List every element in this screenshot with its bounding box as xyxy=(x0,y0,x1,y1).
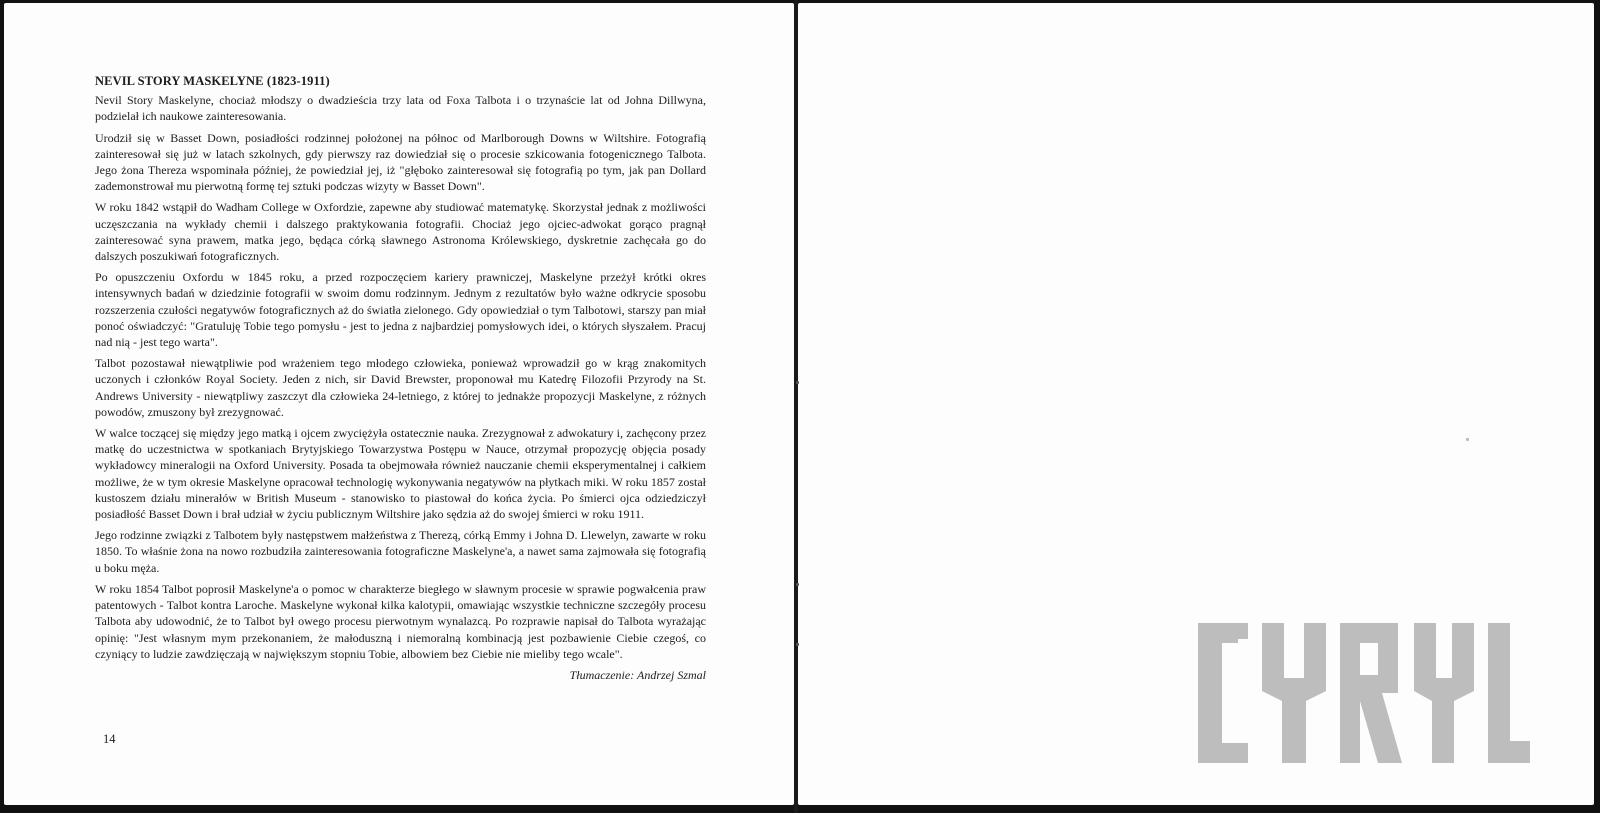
right-page xyxy=(798,3,1594,805)
left-page xyxy=(4,3,794,805)
paragraph: Nevil Story Maskelyne, chociaż młodszy o dwadzieścia trzy lata od Foxa Talbota i o trzynaście lat od Johna Dillwyna, podzielał ich naukowe zainteresowania. xyxy=(95,93,706,124)
translator-credit: Tłumaczenie: Andrzej Szmal xyxy=(569,667,706,682)
paragraph: Jego rodzinne związki z Talbotem były następstwem małżeństwa z Therezą, córką Emmy i Johna D. Llewelyn, zawarte w roku 1850. To właśnie żona na nowo rozbudziła zainteresowania fotograficzne Maskelyne'a, a nawet sama zajmowała się fotografią u boku męża. xyxy=(95,528,706,575)
paragraph: W roku 1854 Talbot poprosił Maskelyne'a o pomoc w charakterze biegłego w sławnym procesie w sprawie pogwałcenia praw patentowych - Talbot kontra Laroche. Maskelyne wykonał kilka kalotypii, omawiając wszystkie techniczne szczegóły procesu Talbota aby udowodnić, że to Talbot był owego procesu pierwotnym wynalazcą. Po rozprawie napisał do Talbota wyrażając opinię: "Jest własnym mym przekonaniem, że małoduszną i niemoralną kombinacją jest pozbawienie Ciebie czegoś, co czyniący to ludzie zawdzięczają w największym stopniu Tobie, albowiem bez Ciebie nie mieliby tego wcale". xyxy=(95,581,706,661)
page-number: 14 xyxy=(103,732,116,746)
paragraph: Talbot pozostawał niewątpliwie pod wrażeniem tego młodego człowieka, ponieważ wprowadził go w krąg znakomitych uczonych i członków Royal Society. Jeden z nich, sir David Brewster, proponował mu Katedrę Filozofii Przyrody na St. Andrews University - niewątpliwy zaszczyt dla człowieka 24-letniego, z której to jednakże propozycji Maskelyne, z różnych powodów, zmuszony był zrezygnować. xyxy=(95,356,706,419)
binding-mark xyxy=(796,643,799,646)
paragraph: Urodził się w Basset Down, posiadłości rodzinnej położonej na północ od Marlborough Downs w Wiltshire. Fotografią zainteresował się już w latach szkolnych, gdy pierwszy raz dowiedział się o procesie szkicowania fotogenicznego Talbota. Jego żona Thereza wspominała później, że powiedział jej, iż "głęboko zainteresował się fotografią po tym, jak pan Dollard zademonstrował mu pierwotną formę tej sztuki podczas wizyty w Basset Down". xyxy=(95,130,706,194)
paragraph: W roku 1842 wstąpił do Wadham College w Oxfordzie, zapewne aby studiować matematykę. Skorzystał jednak z możliwości uczęszczania na wykłady chemii i dalszego praktykowania fotografii. Chociaż jego ojciec-adwokat gorąco pragnął zainteresować syna prawem, matka jego, będąca córką sławnego Astronoma Królewskiego, dyskretnie zachęcała go do dalszych poszukiwań fotograficznych. xyxy=(95,200,706,264)
binding-mark xyxy=(796,381,799,384)
article-heading: NEVIL STORY MASKELYNE (1823-1911) xyxy=(95,74,330,88)
binding-mark xyxy=(796,583,799,586)
cyryl-logo xyxy=(1198,623,1538,778)
paragraph: Po opuszczeniu Oxfordu w 1845 roku, a przed rozpoczęciem kariery prawniczej, Maskelyne przeżył krótki okres intensywnych badań w dziedzinie fotografii w swoim domu rodzinnym. Jednym z rezultatów było ważne odkrycie sposobu rozszerzenia czułości negatywów fotograficznych aż do światła zielonego. Gdy opowiedział o tym Talbotowi, starszy pan miał ponoć oświadczyć: "Gratuluję Tobie tego pomysłu - jest to jedna z najbardziej pomysłowych idei, o których słyszałem. Pracuj nad nią - jest tego warta". xyxy=(95,270,706,350)
paragraph: W walce toczącej się między jego matką i ojcem zwyciężyła ostatecznie nauka. Zrezygnował z adwokatury i, zachęcony przez matkę do uczestnictwa w spotkaniach Brytyjskiego Towarzystwa Postępu w Nauce, otrzymał propozycję objęcia posady wykładowcy mineralogii na Oxford University. Posada ta obejmowała również nauczanie chemii eksperymentalnej i całkiem możliwe, że w tym okresie Maskelyne opracował technologię wykonywania negatywów na płytkach miki. W roku 1857 został kustoszem działu minerałów w British Museum - stanowisko to piastował do końca życia. Po śmierci ojca odziedziczył posiadłość Basset Down i brał udział w życiu publicznym Wiltshire jako sędzia aż do swojej śmierci w roku 1911. xyxy=(95,426,706,522)
paper-speck xyxy=(1466,438,1469,441)
cyryl-logo-graphic xyxy=(1198,623,1538,773)
article-text xyxy=(95,73,706,683)
